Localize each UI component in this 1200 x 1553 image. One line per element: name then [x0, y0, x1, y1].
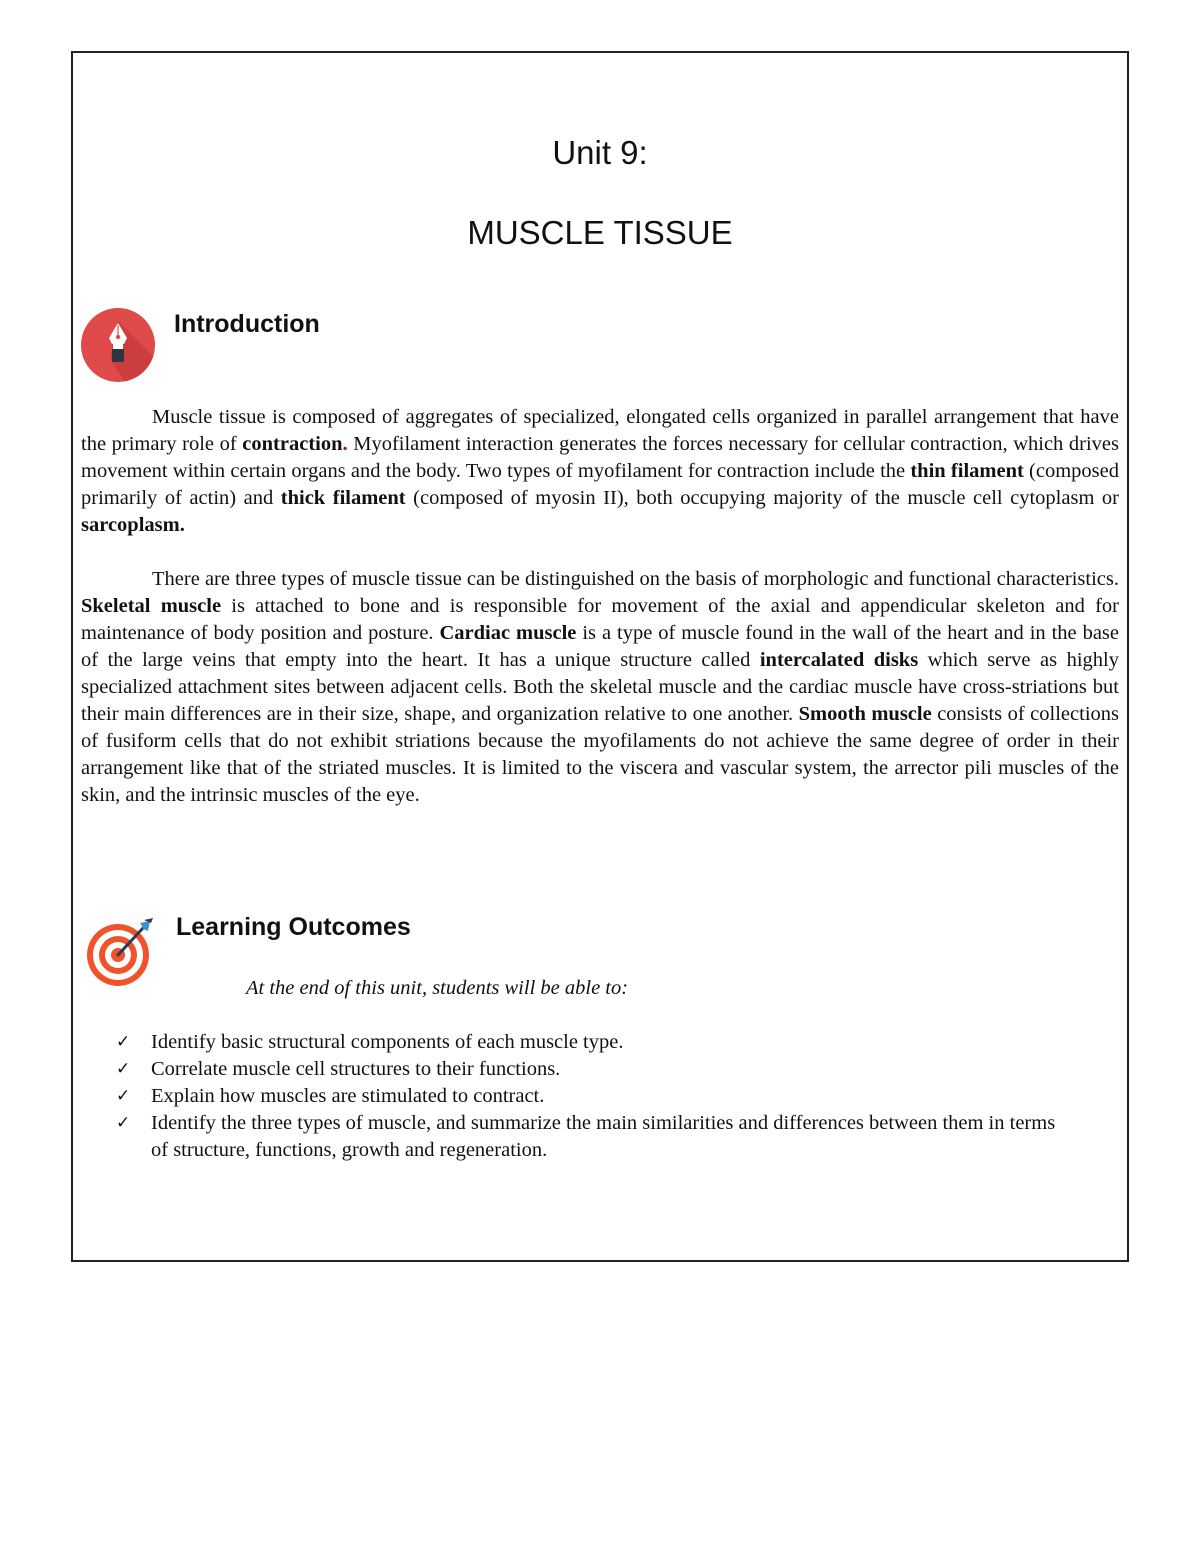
outcomes-intro: At the end of this unit, students will be able to: [246, 977, 629, 999]
list-item: ✓ Explain how muscles are stimulated to contract. [116, 1083, 1076, 1110]
term-smooth-muscle: Smooth muscle [798, 703, 932, 725]
list-item: ✓ Identify basic structural components of each muscle type. [116, 1029, 1076, 1056]
check-icon: ✓ [116, 1086, 131, 1106]
check-icon: ✓ [116, 1113, 131, 1133]
target-arrow-icon [84, 917, 156, 989]
term-contraction: contraction [242, 433, 343, 455]
page-title: MUSCLE TISSUE [467, 214, 733, 251]
list-item: ✓ Correlate muscle cell structures to their functions. [116, 1056, 1076, 1083]
learning-outcomes-heading: Learning Outcomes [176, 913, 411, 941]
term-thick-filament: thick filament [280, 487, 406, 509]
term-skeletal-muscle: Skeletal muscle [81, 595, 222, 617]
term-cardiac-muscle: Cardiac muscle [439, 622, 577, 644]
fountain-pen-nib-icon [80, 307, 156, 383]
term-thin-filament: thin filament [910, 460, 1024, 482]
unit-number: Unit 9: [552, 134, 648, 171]
term-intercalated-disks: intercalated disks [759, 649, 919, 671]
check-icon: ✓ [116, 1059, 131, 1079]
check-icon: ✓ [116, 1032, 131, 1052]
introduction-paragraph-2: There are three types of muscle tissue can be distinguished on the basis of morphologic and functional characteristics. Skeletal muscle is attached to bone and is responsible for movement of the axial and appendicular skeleton and for maintenance of body position and posture. Cardiac muscle is a type of muscle found in the wall of the heart and in the base of the large veins that empty into the heart. It has a unique structure called intercalated disks which serve as highly specialized attachment sites between adjacent cells. Both the skeletal muscle and the cardiac muscle have cross-striations but their main differences are in their size, shape, and organization relative to one another. Smooth muscle consists of collections of fusiform cells that do not exhibit striations because the myofilaments do not achieve the same degree of order in their arrangement like that of the striated muscles. It is limited to the viscera and vascular system, the arrector pili muscles of the skin, and the intrinsic muscles of the eye. [81, 568, 1120, 806]
outcomes-list [116, 1029, 1076, 1164]
term-sarcoplasm: sarcoplasm. [81, 514, 185, 536]
list-item: ✓ Identify the three types of muscle, and summarize the main similarities and differences between them in terms of structure, functions, growth and regeneration. [116, 1112, 1056, 1161]
introduction-paragraph-1: Muscle tissue is composed of aggregates of specialized, elongated cells organized in parallel arrangement that have the primary role of contraction. Myofilament interaction generates the forces necessary for cellular contraction, which drives movement within certain organs and the body. Two types of myofilament for contraction include the thin filament (composed primarily of actin) and thick filament (composed of myosin II), both occupying majority of the muscle cell cytoplasm or sarcoplasm. [81, 406, 1119, 536]
introduction-heading: Introduction [174, 310, 320, 338]
